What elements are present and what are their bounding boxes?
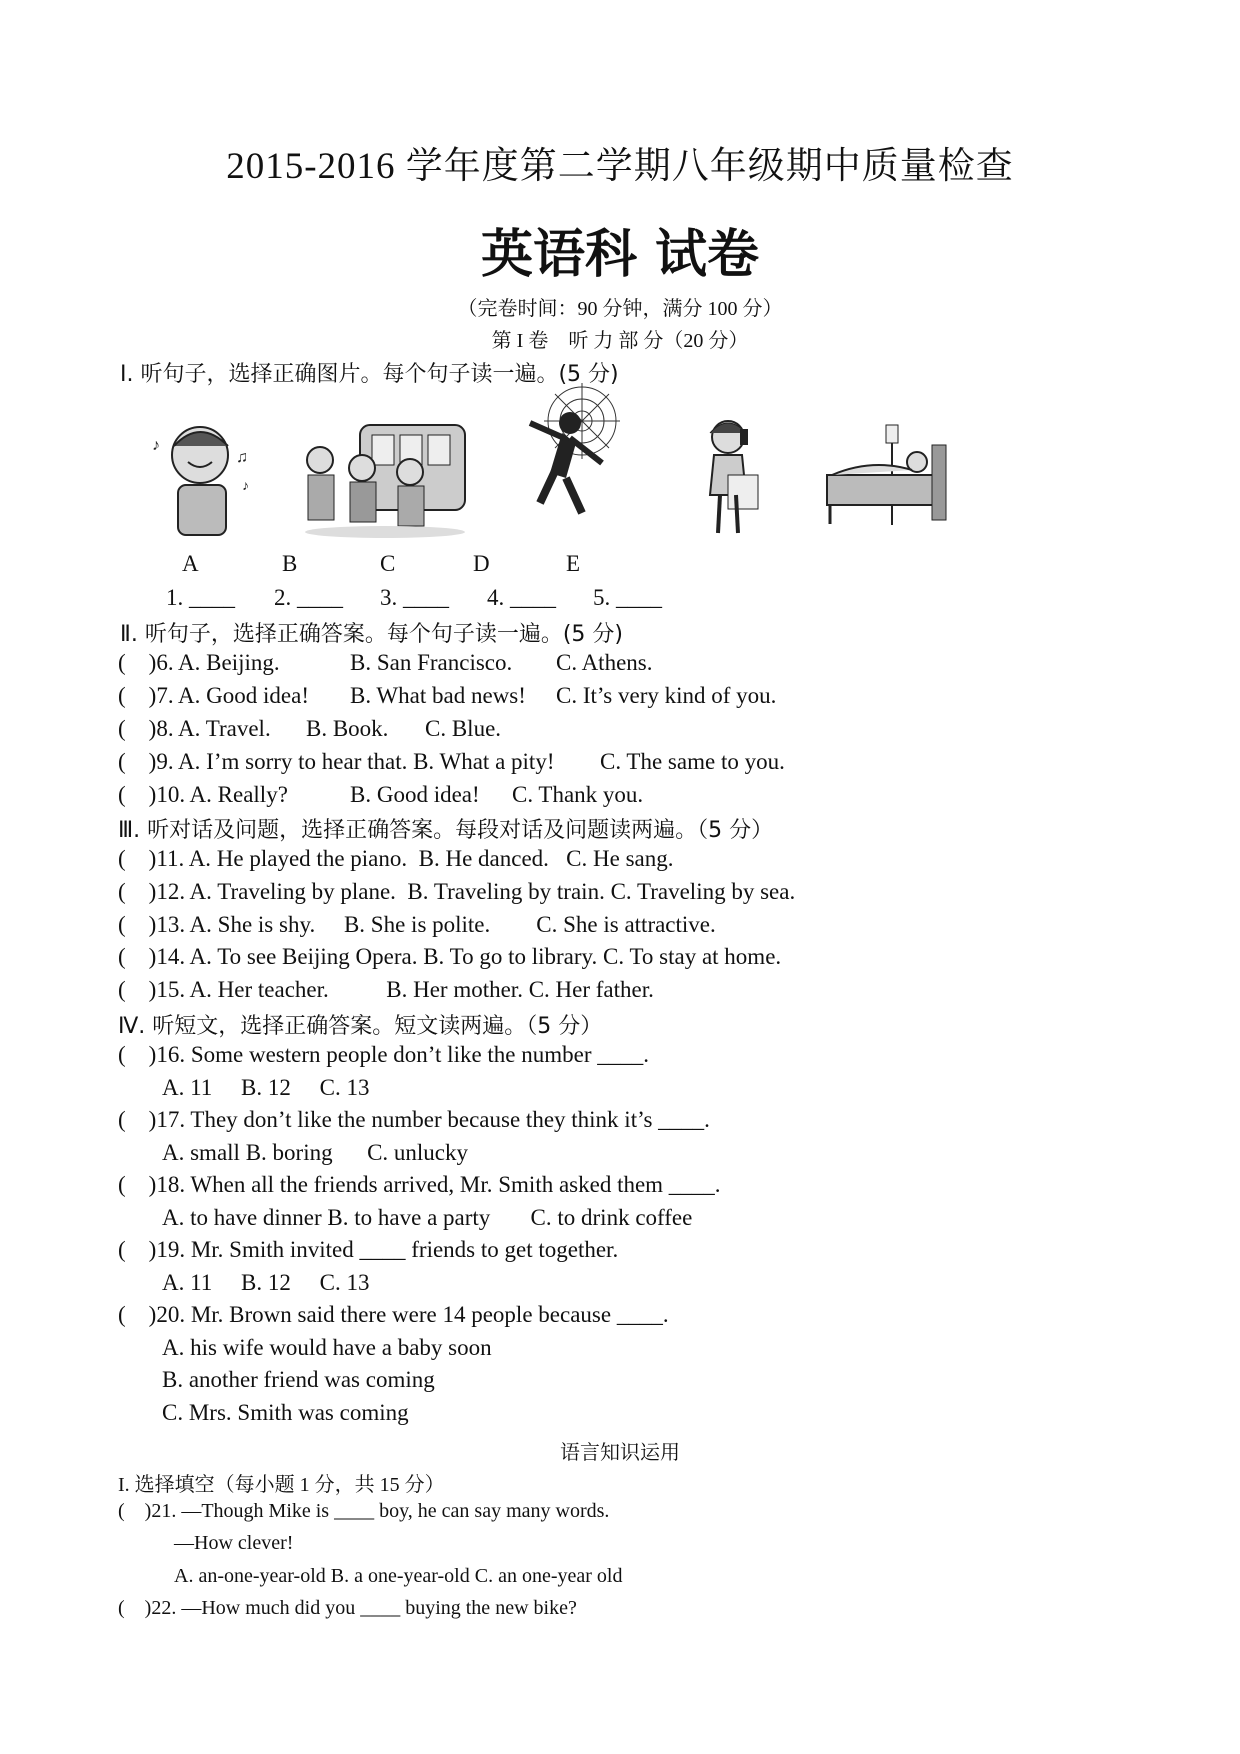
exam-title: 2015-2016 学年度第二学期八年级期中质量检查 xyxy=(226,146,1014,187)
time-info: （完卷时间：90 分钟，满分 100 分） xyxy=(457,298,783,320)
svg-text:♪: ♪ xyxy=(242,479,249,494)
question-20-option-c: C. Mrs. Smith was coming xyxy=(162,1400,409,1425)
question-21-reply: —How clever! xyxy=(174,1532,294,1554)
question-20-option-b: B. another friend was coming xyxy=(162,1367,435,1392)
part2-heading: I. 选择填空（每小题 1 分，共 15 分） xyxy=(118,1474,445,1496)
answer-blank-1[interactable]: 1. ____ xyxy=(166,585,235,610)
question-16-options: A. 11 B. 12 C. 13 xyxy=(162,1075,370,1100)
spiderman-icon xyxy=(510,383,630,523)
question-9-option-c: C. The same to you. xyxy=(600,749,785,774)
question-17: ( )17. They don’t like the number because they think it’s ____. xyxy=(118,1107,710,1132)
answer-blank-2[interactable]: 2. ____ xyxy=(274,585,343,610)
question-9: ( )9. A. I’m sorry to hear that. B. What a pity! xyxy=(118,749,555,774)
picture-letter-a: A xyxy=(182,551,199,576)
question-22: ( )22. —How much did you ____ buying the new bike? xyxy=(118,1597,577,1619)
patient-in-bed-icon xyxy=(822,420,950,530)
picture-letter-d: D xyxy=(473,551,490,576)
part2-title: 语言知识运用 xyxy=(560,1442,680,1464)
question-8-option-b: B. Book. xyxy=(306,716,389,741)
question-19-options: A. 11 B. 12 C. 13 xyxy=(162,1270,370,1295)
section4-heading: Ⅳ. 听短文，选择正确答案。短文读两遍。（5 分） xyxy=(118,1014,603,1039)
question-6: ( )6. A. Beijing. xyxy=(118,650,280,675)
section3-heading: Ⅲ. 听对话及问题，选择正确答案。每段对话及问题读两遍。（5 分） xyxy=(118,818,774,843)
picture-letter-c: C xyxy=(380,551,396,576)
answer-blank-3[interactable]: 3. ____ xyxy=(380,585,449,610)
question-20-option-a: A. his wife would have a baby soon xyxy=(162,1335,492,1360)
kids-playing-cards-icon xyxy=(300,420,470,540)
question-21: ( )21. —Though Mike is ____ boy, he can say many words. xyxy=(118,1500,610,1522)
question-15: ( )15. A. Her teacher. B. Her mother. C. Her father. xyxy=(118,977,654,1002)
picture-letter-b: B xyxy=(282,551,298,576)
question-8: ( )8. A. Travel. xyxy=(118,716,271,741)
question-7: ( )7. A. Good idea! xyxy=(118,683,309,708)
exam-subtitle: 英语科 试卷 xyxy=(480,225,760,285)
question-16: ( )16. Some western people don’t like the number ____. xyxy=(118,1042,650,1067)
question-11: ( )11. A. He played the piano. B. He danced. C. He sang. xyxy=(118,846,674,871)
question-10: ( )10. A. Really? xyxy=(118,782,288,807)
question-20: ( )20. Mr. Brown said there were 14 people because ____. xyxy=(118,1302,669,1327)
question-8-option-c: C. Blue. xyxy=(425,716,502,741)
answer-blank-5[interactable]: 5. ____ xyxy=(593,585,662,610)
question-12: ( )12. A. Traveling by plane. B. Traveling by train. C. Traveling by sea. xyxy=(118,879,796,904)
question-17-options: A. small B. boring C. unlucky xyxy=(162,1140,469,1165)
question-6-option-b: B. San Francisco. xyxy=(350,650,513,675)
question-7-option-c: C. It’s very kind of you. xyxy=(556,683,777,708)
boy-singing-icon xyxy=(150,410,260,540)
question-18: ( )18. When all the friends arrived, Mr. Smith asked them ____. xyxy=(118,1172,721,1197)
question-6-option-c: C. Athens. xyxy=(556,650,653,675)
section1-heading: Ⅰ. 听句子，选择正确图片。每个句子读一遍。(5 分) xyxy=(120,362,619,387)
question-14: ( )14. A. To see Beijing Opera. B. To go to library. C. To stay at home. xyxy=(118,944,782,969)
answer-blank-4[interactable]: 4. ____ xyxy=(487,585,556,610)
svg-text:♫: ♫ xyxy=(236,449,248,466)
question-7-option-b: B. What bad news! xyxy=(350,683,526,708)
question-19: ( )19. Mr. Smith invited ____ friends to get together. xyxy=(118,1237,619,1262)
girl-on-phone-icon xyxy=(690,415,770,540)
question-10-option-b: B. Good idea! xyxy=(350,782,480,807)
section2-heading: Ⅱ. 听句子，选择正确答案。每个句子读一遍。(5 分) xyxy=(120,622,623,647)
question-13: ( )13. A. She is shy. B. She is polite. C. She is attractive. xyxy=(118,912,716,937)
question-21-options: A. an-one-year-old B. a one-year-old C. an one-year old xyxy=(174,1565,623,1587)
question-10-option-c: C. Thank you. xyxy=(512,782,644,807)
svg-text:♪: ♪ xyxy=(152,437,160,454)
picture-letter-e: E xyxy=(566,551,581,576)
question-18-options: A. to have dinner B. to have a party C. to drink coffee xyxy=(162,1205,693,1230)
part-info: 第 I 卷 听 力 部 分（20 分） xyxy=(491,330,749,352)
